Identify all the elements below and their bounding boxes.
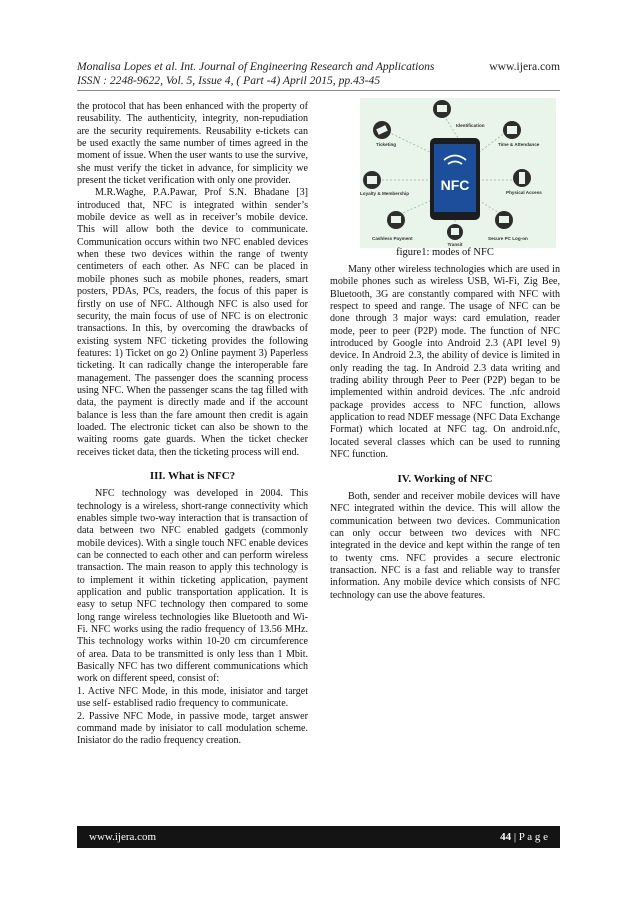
footer-site-link[interactable]: www.ijera.com bbox=[89, 831, 157, 843]
paragraph: Many other wireless technologies which are used in mobile phones such as wireless USB, Wi-Fi, Zig Bee, Bluetooth, 3G are constantly compared with NFC with respect to speed and range. The usage of NFC can be done through 3 major ways: card emulation, reader mode, peer to peer (P2P) mode. The function of NFC introduced by Google into Android 2.3 (API level 9) device. In Android 2.3, the ability of device is limited in only reading the tag. In Android 2.3 data writing and trading ability through Peer to Peer (P2P) began to be implemented within android devices. The .nfc android package provides access to NFC function, allows application to read NDEF message (NFC Data Exchange Format) which located at NFC tag. On android.nfc, located several classes which can be used to running NFC function. bbox=[330, 264, 560, 461]
section-heading-what-is-nfc: III. What is NFC? bbox=[149, 469, 236, 482]
physical-access-icon bbox=[513, 169, 531, 187]
nfc-mode-list bbox=[77, 686, 308, 748]
time-attendance-icon bbox=[503, 121, 521, 139]
paragraph: the protocol that has been enhanced with the property of reusability. The authenticity, integrity, non-repudiation are the security requirements. Reusability e-tickets can be used exactly the same number of times agreed in the moment of issue. When the user wants to use the survive, she must verify the ticket in advance, for simplicity we present the ticket verification with only one provider. bbox=[77, 101, 308, 187]
page-indicator bbox=[500, 831, 548, 843]
identification-icon bbox=[433, 100, 451, 118]
transit-icon bbox=[447, 224, 463, 240]
label-cashless-payment: Cashless Payment bbox=[372, 236, 413, 241]
figure-caption: figure1: modes of NFC bbox=[396, 247, 494, 258]
cashless-payment-icon bbox=[387, 211, 405, 229]
phone-nfc-text: NFC bbox=[440, 177, 470, 193]
page-number: 44 bbox=[500, 831, 512, 843]
header-site-link[interactable]: www.ijera.com bbox=[489, 60, 560, 73]
label-ticketing: Ticketing bbox=[376, 142, 397, 147]
list-item: 2. Passive NFC Mode, in passive mode, target answer command made by inisiator to call modulation scheme. Inisiator do the radio frequency creation. bbox=[77, 710, 308, 747]
label-identification: Identification bbox=[456, 123, 485, 128]
paragraph: M.R.Waghe, P.A.Pawar, Prof S.N. Bhadane [3] introduced that, NFC is integrated within sender’s mobile device as well as in receiver’s mobile device. This will allow both the device to communicate. Communication occurs within two NFC enabled devices when these two devices within the range of twenty centimeters of each other. As NFC can be placed in mobile phones such as mobile phones, readers, smart posters, PDAs, PCs, readers, the focus of this paper is firstly on use of NFC. Although NFC is also used for security, the main focus of use of NFC is on electronic transactions. In this, by overcoming the drawbacks of existing system NFC ticketing provides the following features: 1) Ticket on go 2) Online payment 3) Paperless ticketing. It can radically change the interoperable fare management. The passenger does the scanning process using NFC. When the passenger scans the tag filled with data, the payment is directly made and if the account balance is less than the fare amount then credit is again loaded. The electronic ticket can also be shown to the waiting rooms gate guards. When the ticket checker receives ticket data, then the ticketing process will end. bbox=[77, 187, 308, 458]
nfc-modes-figure bbox=[360, 98, 556, 248]
section-heading-working-of-nfc: IV. Working of NFC bbox=[397, 472, 493, 485]
header-divider bbox=[77, 90, 560, 91]
list-item: 1. Active NFC Mode, in this mode, inisiator and target use self- establised radio frequency to communicate. bbox=[77, 685, 308, 710]
page-label: | P a g e bbox=[513, 831, 548, 843]
label-secure-pc: Secure PC Log-on bbox=[488, 236, 528, 241]
nfc-modes-illustration bbox=[360, 98, 556, 248]
running-header bbox=[77, 60, 560, 88]
paragraph: NFC technology was developed in 2004. This technology is a wireless, short-range connectivity which enables simple two-way interaction that is transaction of data between two NFC enabled gadgets (commonly mobile devices). With a single touch NFC enable devices can be connected to each other and can perform wireless transaction. The main reason to apply this technology is to implement it within ticketing application, payment application and public transportation application. It is easy to setup NFC technology then compared to some long range wireless technologies like Bluetooth and Wi-Fi. NFC works using the radio frequency of 13.56 MHz. This technology works within 10-20 cm circumference of area. Data to be transmitted is only less than 1 Mbit. Basically NFC has two different communications which work on different speed, consist of: bbox=[77, 488, 308, 685]
label-loyalty-membership: Loyalty & Membership bbox=[360, 191, 410, 196]
secure-pc-icon bbox=[495, 211, 513, 229]
label-transit: Transit bbox=[447, 242, 463, 247]
citation-line-2: ISSN : 2248-9622, Vol. 5, Issue 4, ( Part -4) April 2015, pp.43-45 bbox=[77, 74, 381, 87]
left-column bbox=[77, 101, 308, 748]
label-time-attendance: Time & Attendance bbox=[498, 142, 540, 147]
right-column bbox=[330, 264, 560, 602]
ticketing-icon bbox=[373, 121, 391, 139]
paragraph: Both, sender and receiver mobile devices will have NFC integrated within the device. This will allow the communication between two devices. Communication can only occur between two devices with NFC integrated in the device and kept within the range of ten to twenty cms. NFC provides a secure electronic transaction. NFC is a fast and reliable way to transfer information. Any mobile device which consists of NFC technology can use the above features. bbox=[330, 490, 560, 601]
label-physical-access: Physical Access bbox=[506, 190, 542, 195]
page-footer bbox=[77, 826, 560, 848]
loyalty-membership-icon bbox=[363, 171, 381, 189]
citation-line-1: Monalisa Lopes et al. Int. Journal of Engineering Research and Applications bbox=[77, 60, 435, 73]
